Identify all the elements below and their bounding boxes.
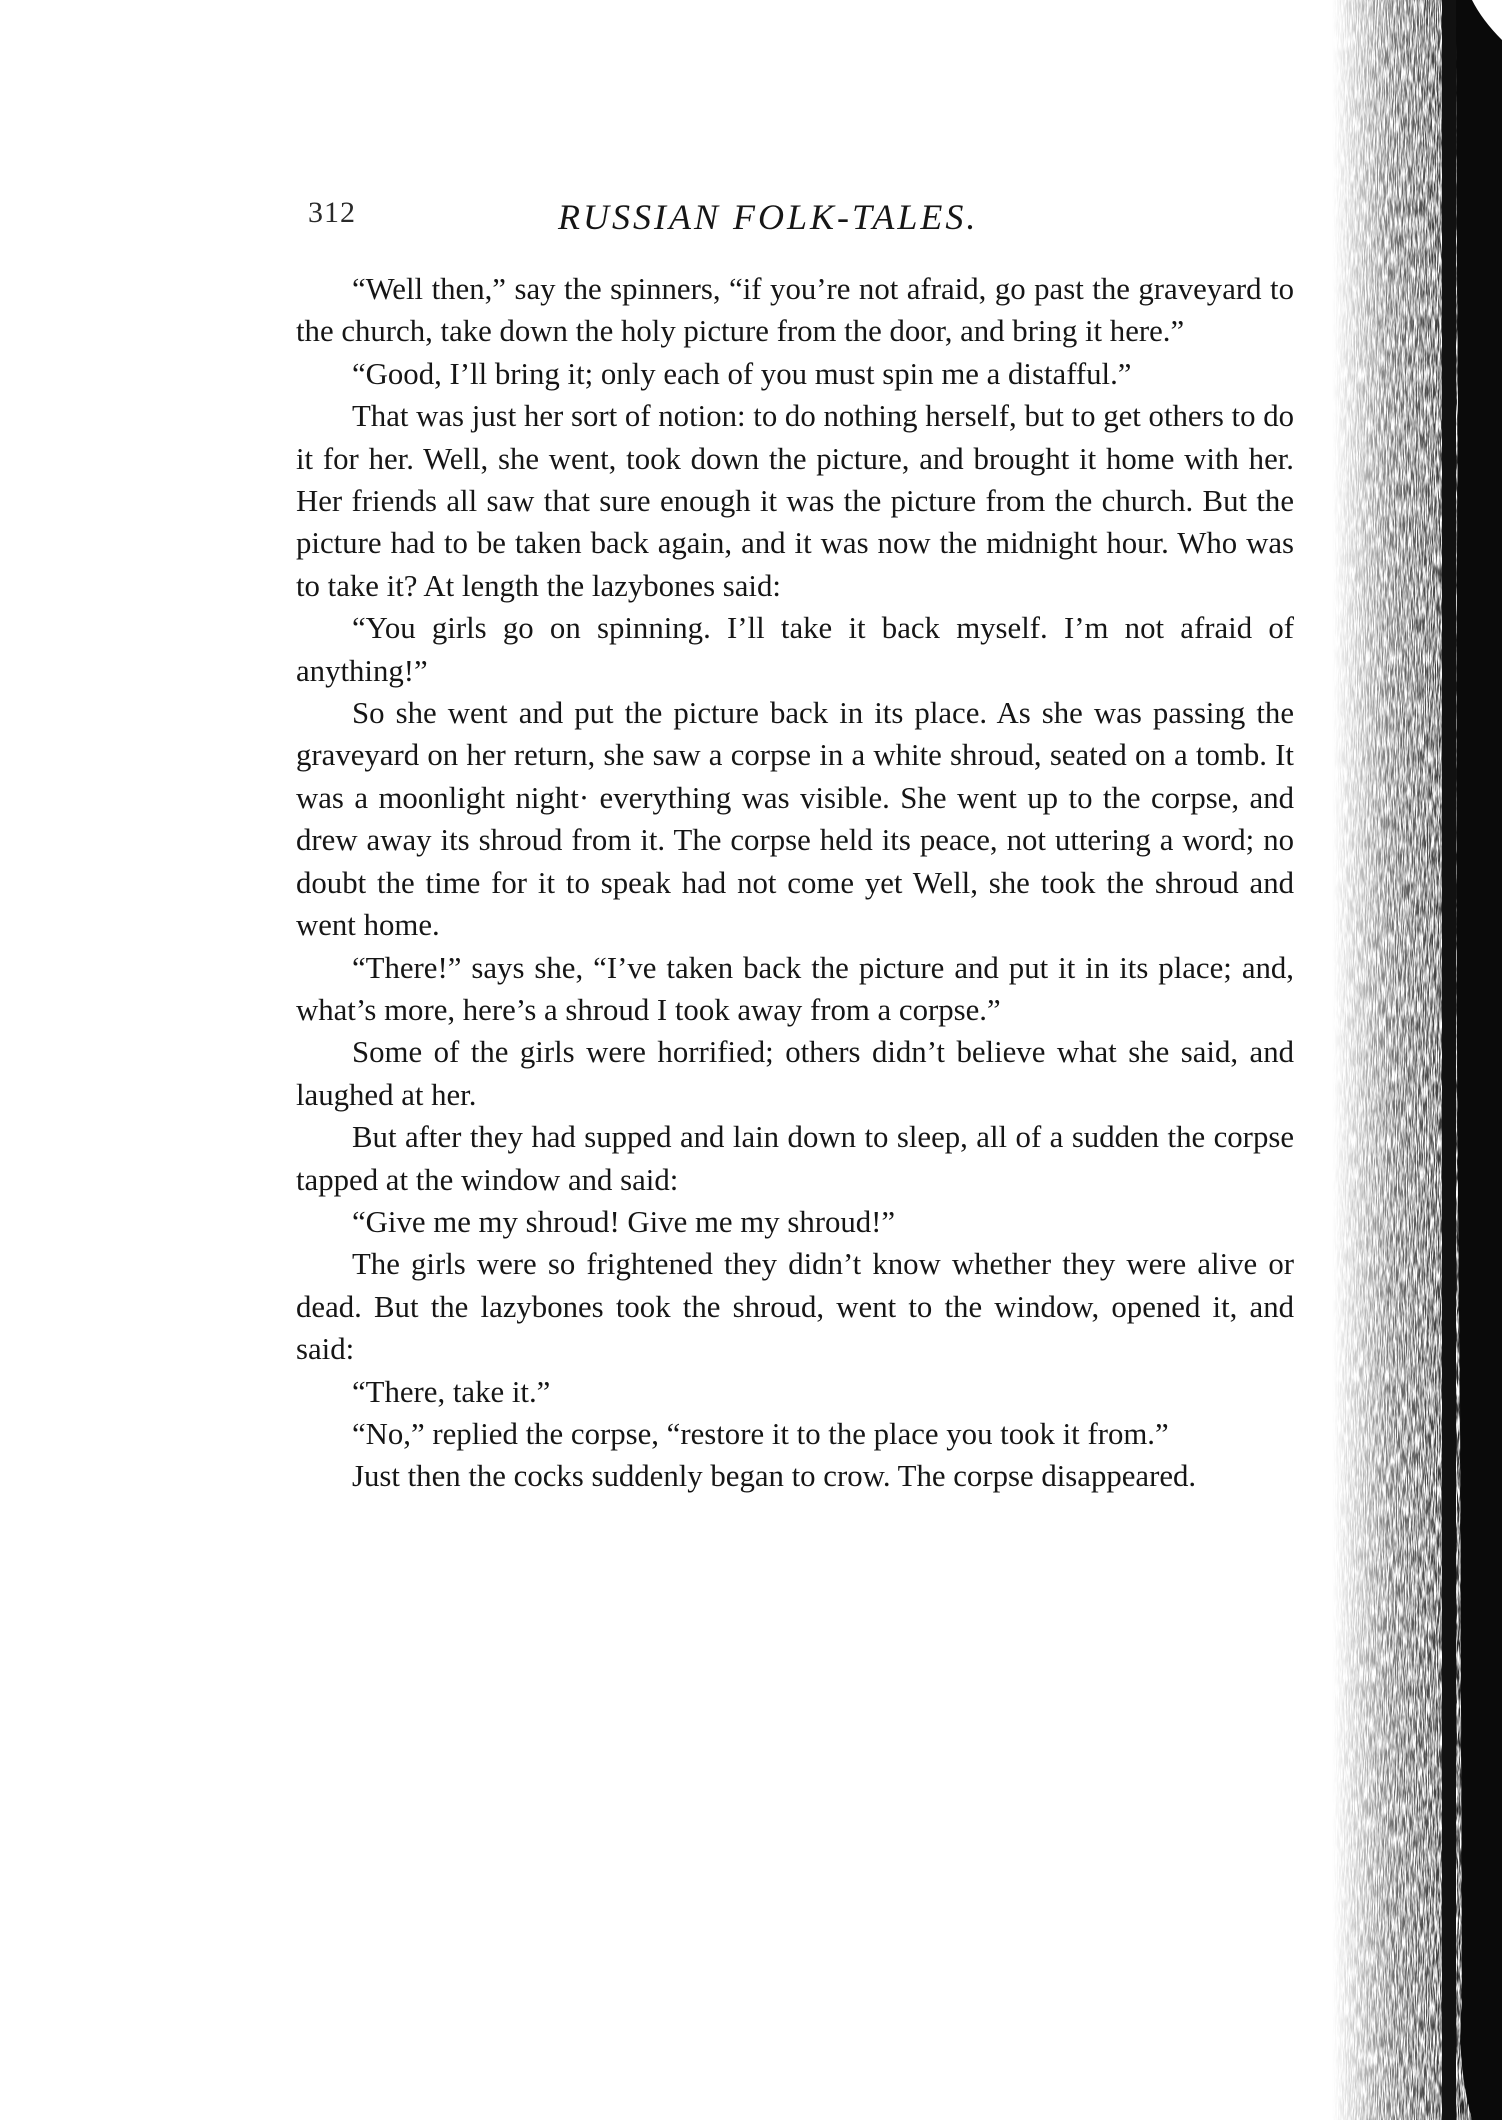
paragraph: Some of the girls were horrified; others didn’t believe what she said, and laughed at her. (296, 1035, 1294, 1112)
paragraph: “You girls go on spinning. I’ll take it back myself. I’m not afraid of anything!” (296, 611, 1294, 688)
running-title: RUSSIAN FOLK-TALES. (558, 197, 979, 237)
paragraph: “Give me my shroud! Give me my shroud!” (352, 1204, 896, 1239)
page-number: 312 (308, 196, 356, 229)
paragraph: The girls were so frightened they didn’t know whether they were alive or dead. But the lazybones took the shroud, went to the window, opened it, and said: (296, 1247, 1294, 1367)
paragraph: That was just her sort of notion: to do nothing herself, but to get others to do it for her. Well, she went, took down the picture, and brought it home with her. Her friends all saw that sure enough it was the picture from the church. But the picture had to be taken back again, and it was now the midnight hour. Who was to take it? At length the lazybones said: (296, 399, 1294, 603)
paragraph: “Well then,” say the spinners, “if you’re not afraid, go past the graveyard to the church, take down the holy picture from the door, and bring it here.” (296, 272, 1294, 349)
paragraph: “There!” says she, “I’ve taken back the picture and put it in its place; and, what’s more, here’s a shroud I took away from a corpse.” (296, 950, 1294, 1027)
paragraph: Just then the cocks suddenly began to crow. The corpse disappeared. (352, 1459, 1197, 1494)
paragraph: “No,” replied the corpse, “restore it to the place you took it from.” (352, 1416, 1169, 1451)
paragraph: “Good, I’ll bring it; only each of you must spin me a distafful.” (352, 356, 1132, 391)
body-text (296, 268, 1294, 1498)
paragraph: “There, take it.” (352, 1374, 551, 1409)
page-header (296, 196, 1296, 256)
binding-shadow (1322, 0, 1502, 2120)
paragraph: But after they had supped and lain down to sleep, all of a sudden the corpse tapped at the window and said: (296, 1120, 1294, 1197)
paragraph: So she went and put the picture back in its place. As she was passing the graveyard on her return, she saw a corpse in a white shroud, seated on a tomb. It was a moonlight night· everything was visible. She went up to the corpse, and drew away its shroud from it. The corpse held its peace, not uttering a word; no doubt the time for it to speak had not come yet Well, she took the shroud and went home. (296, 696, 1294, 943)
